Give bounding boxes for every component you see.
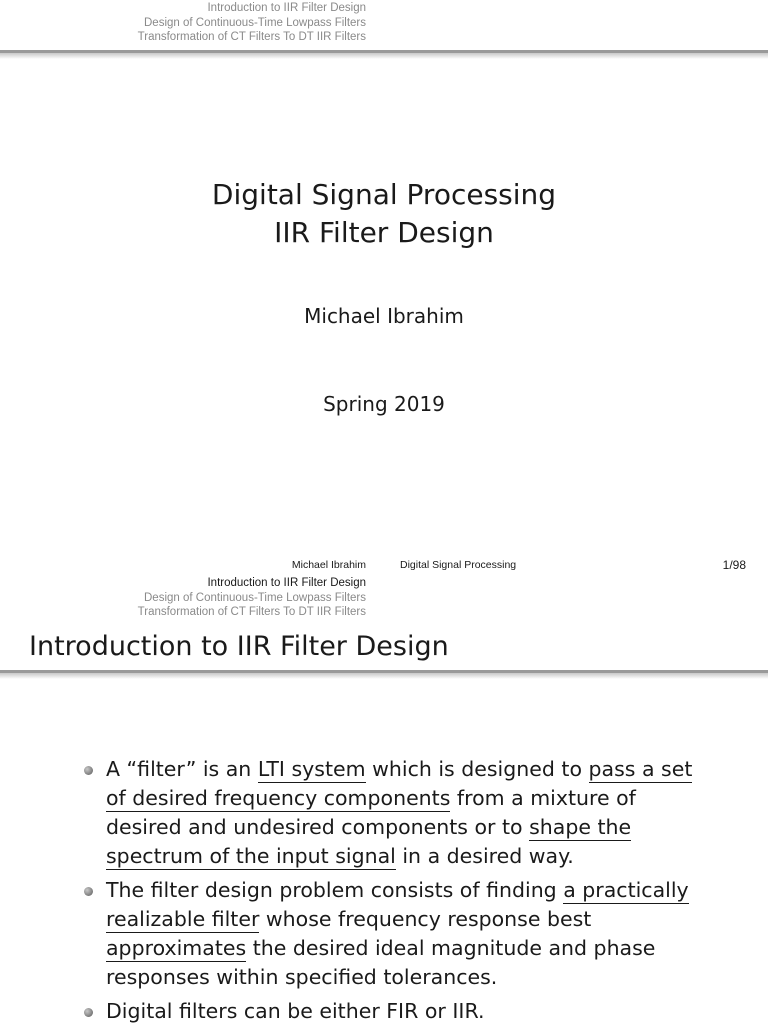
bullet-list <box>83 755 703 1031</box>
presentation-title: Digital Signal Processing <box>211 178 557 211</box>
bullet-text: in a desired way. <box>395 844 574 868</box>
footer-author: Michael Ibrahim <box>291 559 366 571</box>
underlined-term: shape the spectrum of the input signal <box>106 815 632 868</box>
nav-section-ct-to-dt[interactable]: Transformation of CT Filters To DT IIR Filters <box>137 31 366 43</box>
bullet-text: Digital filters can be either FIR or IIR. <box>106 999 485 1023</box>
underlined-term: a practically realizable filter <box>106 878 689 931</box>
footer-short-title: Digital Signal Processing <box>400 559 517 571</box>
nav-section-ct-lowpass[interactable]: Design of Continuous-Time Lowpass Filters <box>144 591 366 604</box>
nav-header-slide-1 <box>138 1 366 45</box>
header-shadow-slide-1 <box>0 53 768 59</box>
bullet-text: from a mixture of desired and undesired components or to <box>106 786 636 839</box>
bullet-text: which is designed to <box>365 757 589 781</box>
bullet-text: The filter design problem consists of finding <box>106 878 564 902</box>
bullet-text: the desired ideal magnitude and phase responses within specified tolerances. <box>106 936 656 989</box>
header-shadow-slide-2 <box>0 673 768 679</box>
bullet-item <box>83 755 703 871</box>
nav-header-slide-2 <box>138 576 366 620</box>
underlined-term: approximates <box>106 936 247 960</box>
underlined-term: LTI system <box>257 757 366 781</box>
nav-section-introduction-active[interactable]: Introduction to IIR Filter Design <box>207 577 366 589</box>
bullet-icon <box>84 1008 93 1017</box>
underlined-term: pass a set of desired frequency components <box>106 757 693 810</box>
presentation-author: Michael Ibrahim <box>304 304 464 328</box>
presentation-subtitle: IIR Filter Design <box>274 216 494 249</box>
footer-page-number: 1/98 <box>722 558 746 572</box>
bullet-text: whose frequency response best <box>259 907 592 931</box>
bullet-item <box>83 997 703 1026</box>
nav-section-ct-lowpass[interactable]: Design of Continuous-Time Lowpass Filters <box>144 16 366 29</box>
frame-title: Introduction to IIR Filter Design <box>29 631 449 662</box>
bullet-text: A “filter” is an <box>106 757 258 781</box>
bullet-item <box>83 876 703 992</box>
bullet-icon <box>84 766 93 775</box>
bullet-icon <box>84 887 93 896</box>
nav-section-introduction[interactable]: Introduction to IIR Filter Design <box>207 2 366 14</box>
nav-section-ct-to-dt[interactable]: Transformation of CT Filters To DT IIR Filters <box>137 606 366 618</box>
presentation-date: Spring 2019 <box>323 392 445 416</box>
